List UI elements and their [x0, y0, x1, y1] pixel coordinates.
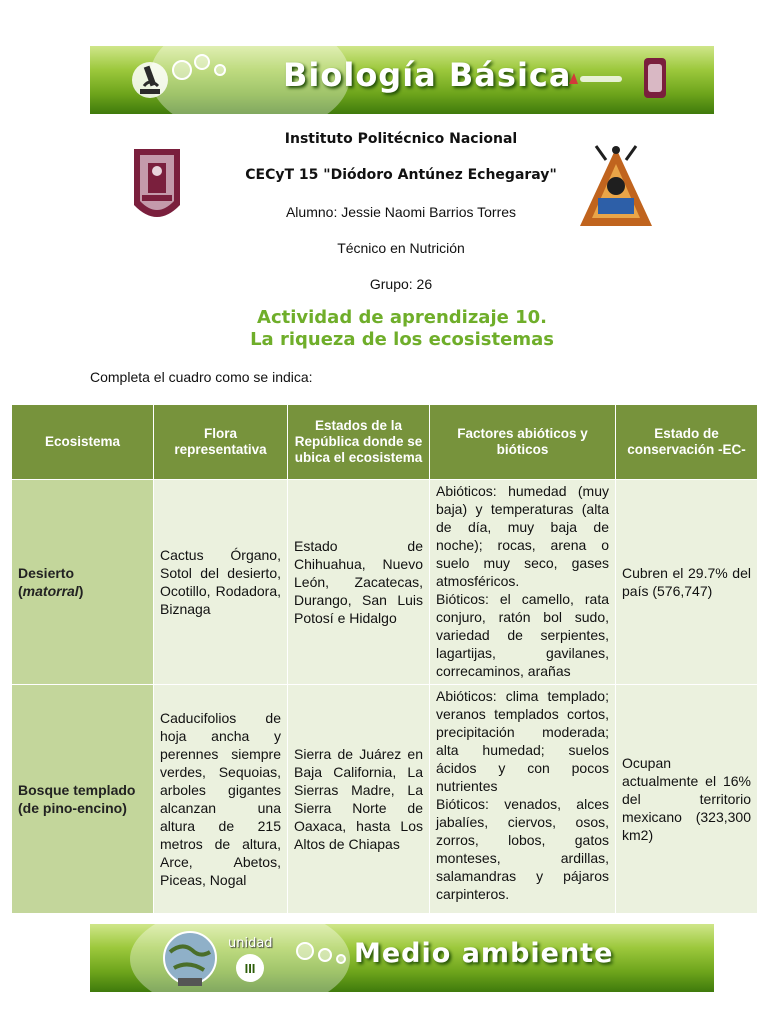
states-cell: Estado de Chihuahua, Nuevo León, Zacatecas, Durango, San Luis Potosí e Hidalgo	[288, 480, 430, 685]
abiotic-text: Abióticos: clima templado; veranos templados cortos, precipitación moderada; alta humedad; suelos ácidos y con pocos nutrientes	[436, 688, 609, 794]
header-flora: Flora representativa	[154, 405, 288, 480]
banner-title: Medio ambiente	[354, 938, 614, 969]
header-states: Estados de la República donde se ubica el ecosistema	[288, 405, 430, 480]
ipn-seal-logo	[128, 145, 186, 227]
factors-cell	[430, 480, 616, 685]
flora-cell: Cactus Órgano, Sotol del desierto, Ocotillo, Rodadora, Biznaga	[154, 480, 288, 685]
ipn-small-logo	[642, 56, 668, 100]
ecosystem-cell: Bosque templado (de pino-encino)	[12, 685, 154, 914]
states-cell: Sierra de Juárez en Baja California, La Sierras Madre, La Sierra Norte de Oaxaca, hasta Los Altos de Chiapas	[288, 685, 430, 914]
microscope-icon	[130, 56, 170, 104]
header-factors: Factores abióticos y bióticos	[430, 405, 616, 480]
bubble-decor	[194, 54, 210, 70]
group-number: Grupo: 26	[369, 276, 433, 292]
biotic-text: Bióticos: el camello, rata conjuro, ratón bol sudo, variedad de serpientes, lagartijas, gavilanes, correcaminos, arañas	[436, 591, 609, 679]
bubble-decor	[336, 954, 346, 964]
conservation-cell: Ocupan actualmente el 16% del territorio mexicano (323,300 km2)	[616, 685, 758, 914]
header-ecosystem: Ecosistema	[12, 405, 154, 480]
bubble-decor	[172, 60, 192, 80]
top-banner	[90, 46, 714, 114]
biotic-text: Bióticos: venados, alces jabalíes, ciervos, osos, zorros, lobos, gatos monteses, ardillas, salamandras y pájaros carpinteros.	[436, 796, 609, 902]
bubble-decor	[296, 942, 314, 960]
ecosystem-note: matorral	[22, 583, 79, 599]
institution-name: Instituto Politécnico Nacional	[284, 131, 518, 147]
banner-title: Biología Básica	[283, 56, 572, 94]
ecosystems-table	[11, 404, 758, 914]
activity-subtitle: La riqueza de los ecosistemas	[250, 329, 554, 350]
abiotic-text: Abióticos: humedad (muy baja) y temperaturas (alta de día, muy baja de noche); rocas, arena o suelo muy seco, gases atmosféricos.	[436, 483, 609, 589]
bubble-decor	[318, 948, 332, 962]
ecosystem-cell: Desierto (matorral)	[12, 480, 154, 685]
school-name: CECyT 15 "Diódoro Antúnez Echegaray"	[245, 167, 557, 183]
globe-icon	[160, 928, 220, 988]
conservation-cell: Cubren el 29.7% del país (576,747)	[616, 480, 758, 685]
student-name: Alumno: Jessie Naomi Barrios Torres	[285, 204, 517, 220]
unit-label: unidad	[228, 936, 273, 951]
table-header-row	[12, 405, 758, 480]
polivirtual-logo	[566, 70, 626, 88]
table-row	[12, 480, 758, 685]
unit-number: III	[236, 954, 264, 982]
ecosystem-name: Desierto	[18, 565, 75, 581]
table-row	[12, 685, 758, 914]
activity-title: Actividad de aprendizaje 10.	[257, 307, 547, 328]
career-name: Técnico en Nutrición	[337, 240, 465, 256]
bubble-decor	[214, 64, 226, 76]
bottom-banner	[90, 924, 714, 992]
instruction-text: Completa el cuadro como se indica:	[90, 369, 313, 385]
flora-cell: Caducifolios de hoja ancha y perennes siempre verdes, Sequoias, arboles gigantes alcanzan una altura de 215 metros de altura, Arce, Abetos, Piceas, Nogal	[154, 685, 288, 914]
cecyt15-emblem-logo	[576, 142, 656, 232]
factors-cell	[430, 685, 616, 914]
header-conservation: Estado de conservación -EC-	[616, 405, 758, 480]
